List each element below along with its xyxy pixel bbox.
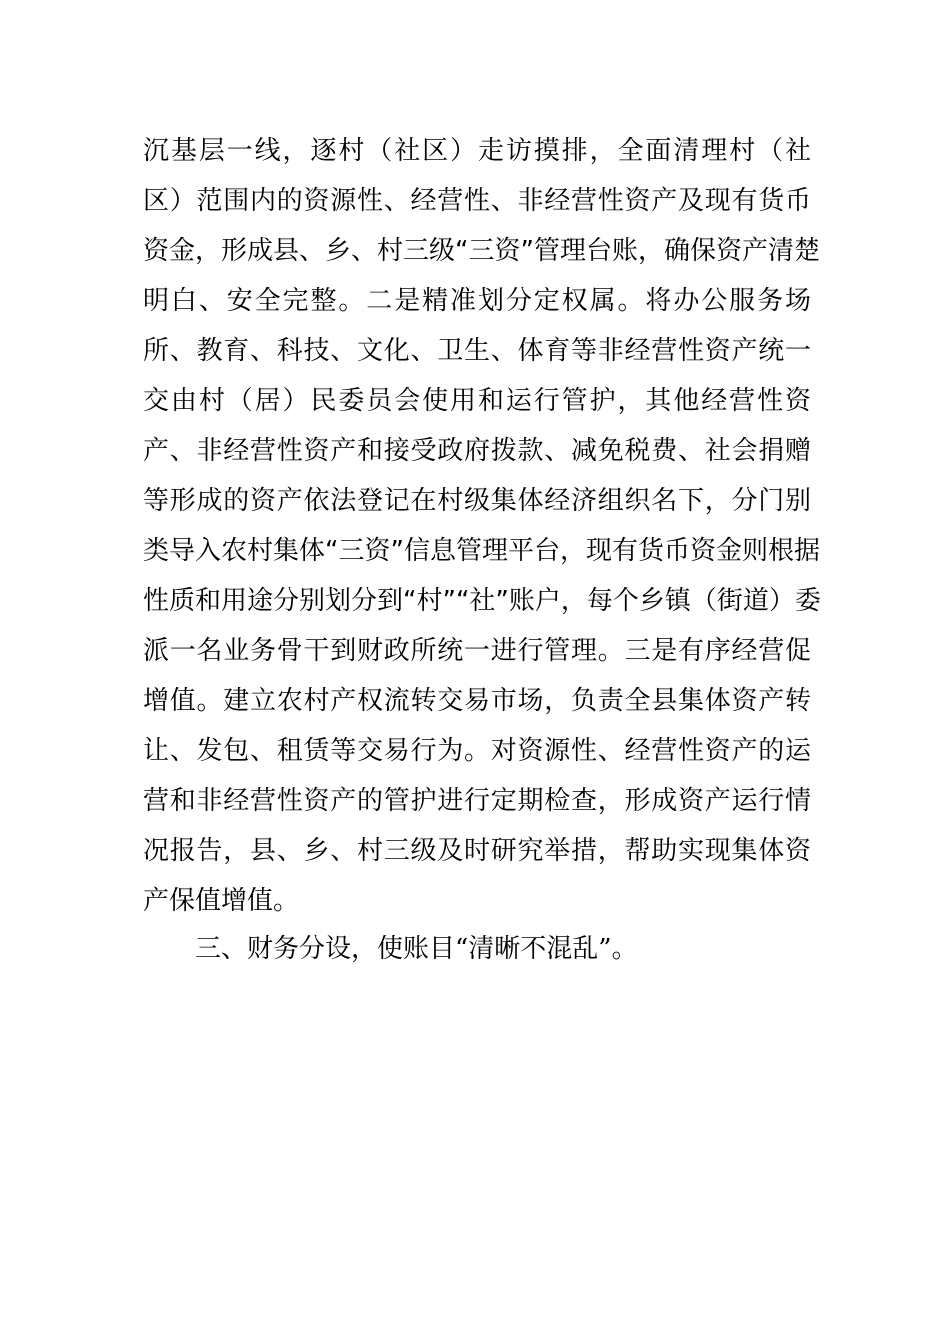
- body-paragraph: [143, 126, 821, 926]
- paragraph-line-11: 派一名业务骨干到财政所统一进行管理。三是有序经营促: [143, 636, 811, 666]
- paragraph-line-6: 交由村（居）民委员会使用和运行管护，其他经营性资: [143, 386, 811, 416]
- paragraph-line-15: 况报告，县、乡、村三级及时研究举措，帮助实现集体资: [143, 836, 811, 866]
- paragraph-line-3: 资金，形成县、乡、村三级“三资”管理台账，确保资产清楚: [143, 236, 820, 266]
- paragraph-line-14: 营和非经营性资产的管护进行定期检查，形成资产运行情: [143, 786, 811, 816]
- paragraph-line-2: 区）范围内的资源性、经营性、非经营性资产及现有货币: [143, 186, 811, 216]
- paragraph-line-13: 让、发包、租赁等交易行为。对资源性、经营性资产的运: [143, 736, 811, 766]
- paragraph-line-1: 沉基层一线，逐村（社区）走访摸排，全面清理村（社: [143, 136, 811, 166]
- paragraph-line-4: 明白、安全完整。二是精准划分定权属。将办公服务场: [143, 286, 811, 316]
- paragraph-line-5: 所、教育、科技、文化、卫生、体育等非经营性资产统一: [143, 336, 811, 366]
- paragraph-line-12: 增值。建立农村产权流转交易市场，负责全县集体资产转: [143, 686, 811, 716]
- paragraph-line-8: 等形成的资产依法登记在村级集体经济组织名下，分门别: [143, 486, 811, 516]
- paragraph-line-16: 产保值增值。: [143, 886, 300, 916]
- paragraph-line-10: 性质和用途分别划分到“村”“社”账户，每个乡镇（街道）委: [143, 586, 821, 616]
- section-heading: 三、财务分设，使账目“清晰不混乱”。: [195, 934, 638, 964]
- paragraph-line-9: 类导入农村集体“三资”信息管理平台，现有货币资金则根据: [143, 536, 820, 566]
- paragraph-line-7: 产、非经营性资产和接受政府拨款、减免税费、社会捐赠: [143, 436, 811, 466]
